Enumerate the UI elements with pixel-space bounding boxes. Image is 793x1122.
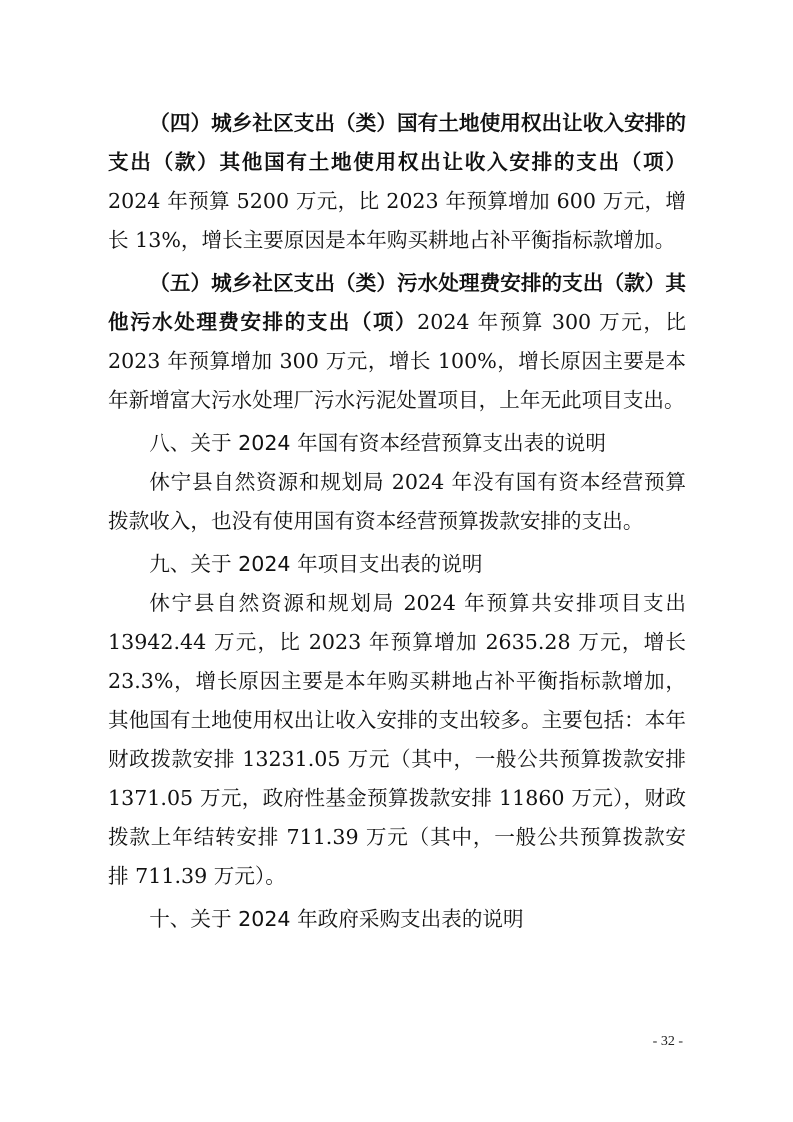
paragraph-text: 2024 年预算 300 万元，比 2023 年预算增加 300 万元，增长 100%，增长原因主要是本年新增富大污水处理厂污水污泥处置项目，上年无此项目支出。 xyxy=(108,310,687,412)
document-body xyxy=(108,104,686,939)
section-heading-8: 八、关于 2024 年国有资本经营预算支出表的说明 xyxy=(149,431,606,455)
paragraph-item-5 xyxy=(108,264,686,420)
page-number: - 32 - xyxy=(652,1034,683,1049)
paragraph-text: 2024 年预算 5200 万元，比 2023 年预算增加 600 万元，增长 13%，增长主要原因是本年购买耕地占补平衡指标款增加。 xyxy=(108,189,686,252)
paragraph-state-capital: 休宁县自然资源和规划局 2024 年没有国有资本经营预算拨款收入，也没有使用国有资本经营预算拨款安排的支出。 xyxy=(108,470,686,533)
section-heading-9: 九、关于 2024 年项目支出表的说明 xyxy=(149,552,483,576)
paragraph-project-expenditure: 休宁县自然资源和规划局 2024 年预算共安排项目支出 13942.44 万元，比 2023 年预算增加 2635.28 万元，增长 23.3%，增长原因主要是本年购买耕地占补平衡指标款增加，其他国有土地使用权出让收入安排的支出较多。主要包括：本年财政拨款安排 13231.05 万元（其中，一般公共预算拨款安排 1371.05 万元，政府性基金预算拨款安排 11860 万元），财政拨款上年结转安排 711.39 万元（其中，一般公共预算拨款安排 711.39 万元）。 xyxy=(108,591,686,888)
paragraph-bold-lead: （五）城乡社区支出（类）污水处理费安排的支出（款）其他污水处理费安排的支出（项） xyxy=(108,271,686,334)
paragraph-item-4 xyxy=(108,104,686,260)
paragraph-bold-lead: （四）城乡社区支出（类）国有土地使用权出让收入安排的支出（款）其他国有土地使用权出让收入安排的支出（项） xyxy=(108,111,686,174)
section-heading-10: 十、关于 2024 年政府采购支出表的说明 xyxy=(149,907,524,931)
